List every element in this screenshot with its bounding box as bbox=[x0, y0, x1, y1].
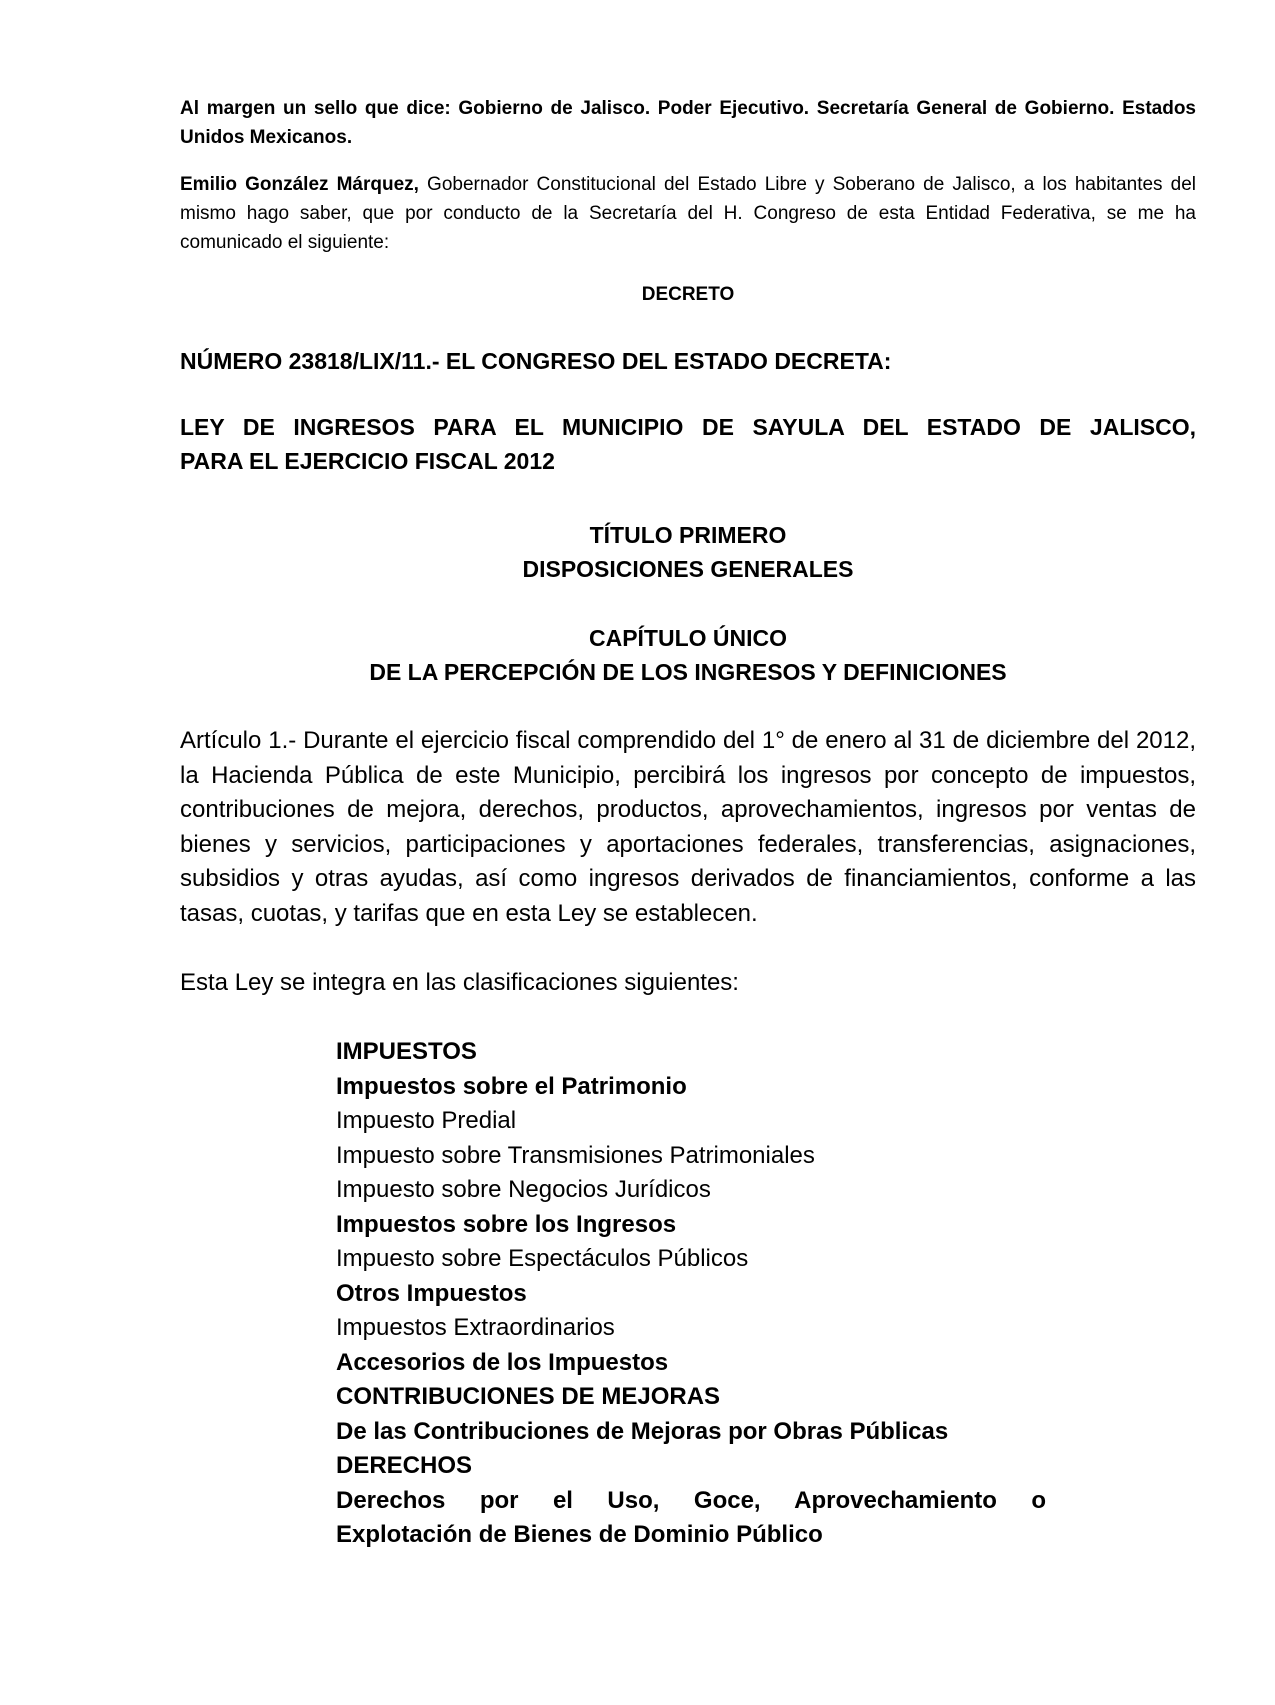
list-item: Impuestos sobre el Patrimonio bbox=[336, 1072, 687, 1100]
decree-number: NÚMERO 23818/LIX/11.- EL CONGRESO DEL ESTADO DECRETA: bbox=[180, 348, 892, 374]
list-item: Impuesto sobre Negocios Jurídicos bbox=[336, 1176, 711, 1203]
list-item: Accesorios de los Impuestos bbox=[336, 1348, 669, 1376]
intro-text: Gobernador Constitucional del Estado Libre y Soberano de Jalisco, a los habitantes del mismo hago saber, que por conducto de la Secretaría del H. Congreso de esta Entidad Federativa, se me ha comunicado el siguiente: bbox=[180, 174, 1196, 253]
title-heading-line-1: TÍTULO PRIMERO bbox=[589, 522, 787, 548]
title-heading bbox=[180, 518, 1196, 586]
list-item: Explotación de Bienes de Dominio Público bbox=[336, 1521, 823, 1548]
list-item: DERECHOS bbox=[336, 1452, 473, 1479]
law-title bbox=[180, 410, 1196, 478]
article-1-paragraph: Artículo 1.- Durante el ejercicio fiscal comprendido del 1° de enero al 31 de diciembre del 2012, la Hacienda Pública de este Municipio, percibirá los ingresos por concepto de impuestos, contribuciones de mejora, derechos, productos, aprovechamientos, ingresos por ventas de bienes y servicios, participaciones y aportaciones federales, transferencias, asignaciones, subsidios y otras ayudas, así como ingresos derivados de financiamientos, conforme a las tasas, cuotas, y tarifas que en esta Ley se establecen. bbox=[180, 727, 1196, 927]
chapter-heading-line-1: CAPÍTULO ÚNICO bbox=[588, 625, 788, 651]
list-item: Impuestos Extraordinarios bbox=[336, 1314, 615, 1341]
intro-paragraph bbox=[180, 170, 1196, 257]
law-title-line-2: PARA EL EJERCICIO FISCAL 2012 bbox=[180, 448, 555, 474]
list-item: De las Contribuciones de Mejoras por Obras Públicas bbox=[336, 1417, 949, 1445]
list-item: Impuesto Predial bbox=[336, 1107, 517, 1134]
list-item: Otros Impuestos bbox=[336, 1279, 527, 1307]
law-title-line-1: LEY DE INGRESOS PARA EL MUNICIPIO DE SAYULA DEL ESTADO DE JALISCO, bbox=[180, 414, 1196, 440]
list-item: Impuesto sobre Espectáculos Públicos bbox=[336, 1245, 749, 1272]
classification-list bbox=[336, 1035, 1046, 1553]
list-item: IMPUESTOS bbox=[336, 1038, 477, 1065]
decreto-label: DECRETO bbox=[641, 284, 735, 305]
chapter-heading bbox=[180, 621, 1196, 689]
seal-note: Al margen un sello que dice: Gobierno de Jalisco. Poder Ejecutivo. Secretaría General de Gobierno. Estados Unidos Mexicanos. bbox=[180, 98, 1196, 148]
title-heading-line-2: DISPOSICIONES GENERALES bbox=[522, 556, 854, 582]
list-item: Derechos por el Uso, Goce, Aprovechamiento o bbox=[336, 1486, 1046, 1514]
classification-intro: Esta Ley se integra en las clasificaciones siguientes: bbox=[180, 969, 739, 996]
chapter-heading-line-2: DE LA PERCEPCIÓN DE LOS INGRESOS Y DEFINICIONES bbox=[369, 659, 1007, 685]
list-item: CONTRIBUCIONES DE MEJORAS bbox=[336, 1383, 721, 1410]
list-item: Impuesto sobre Transmisiones Patrimoniales bbox=[336, 1141, 815, 1169]
list-item: Impuestos sobre los Ingresos bbox=[336, 1210, 677, 1238]
governor-name: Emilio González Márquez, bbox=[180, 174, 419, 195]
